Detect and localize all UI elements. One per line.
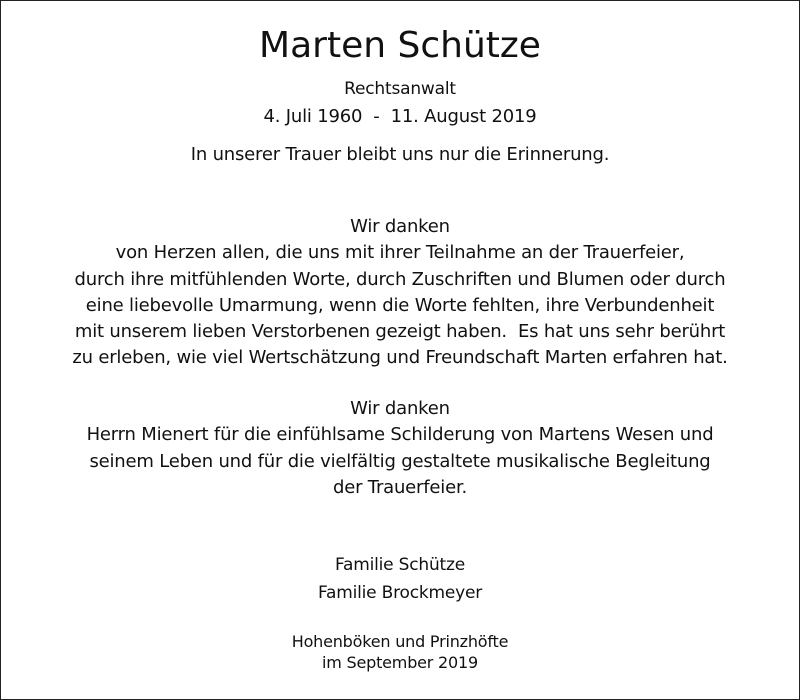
motto: In unserer Trauer bleibt uns nur die Erinnerung.	[190, 144, 610, 165]
signature-family: Familie Schütze	[335, 555, 465, 575]
thanks-1-line: eine liebevolle Umarmung, wenn die Worte fehlten, ihre Verbundenheit	[85, 295, 715, 316]
thanks-heading-2: Wir danken	[350, 398, 450, 419]
thanks-1-line: mit unserem lieben Verstorbenen gezeigt haben. Es hat uns sehr berührt	[74, 321, 726, 342]
place: Hohenböken und Prinzhöfte	[291, 632, 509, 651]
thanks-2-line: Herrn Mienert für die einfühlsame Schilderung von Martens Wesen und	[86, 424, 714, 445]
occupation: Rechtsanwalt	[344, 79, 456, 99]
date: im September 2019	[322, 653, 478, 672]
life-dates: 4. Juli 1960 - 11. August 2019	[263, 106, 537, 127]
thanks-1-line: zu erleben, wie viel Wertschätzung und Freundschaft Marten erfahren hat.	[72, 347, 728, 368]
deceased-name: Marten Schütze	[259, 25, 541, 66]
signature-family: Familie Brockmeyer	[317, 583, 483, 603]
thanks-1-line: durch ihre mitfühlenden Worte, durch Zuschriften und Blumen oder durch	[74, 269, 726, 290]
thanks-2-line: seinem Leben und für die vielfältig gestaltete musikalische Begleitung	[89, 451, 711, 472]
thanks-2-line: der Trauerfeier.	[332, 477, 468, 498]
thanks-1-line: von Herzen allen, die uns mit ihrer Teilnahme an der Trauerfeier,	[115, 242, 685, 263]
thanks-heading-1: Wir danken	[350, 216, 450, 237]
